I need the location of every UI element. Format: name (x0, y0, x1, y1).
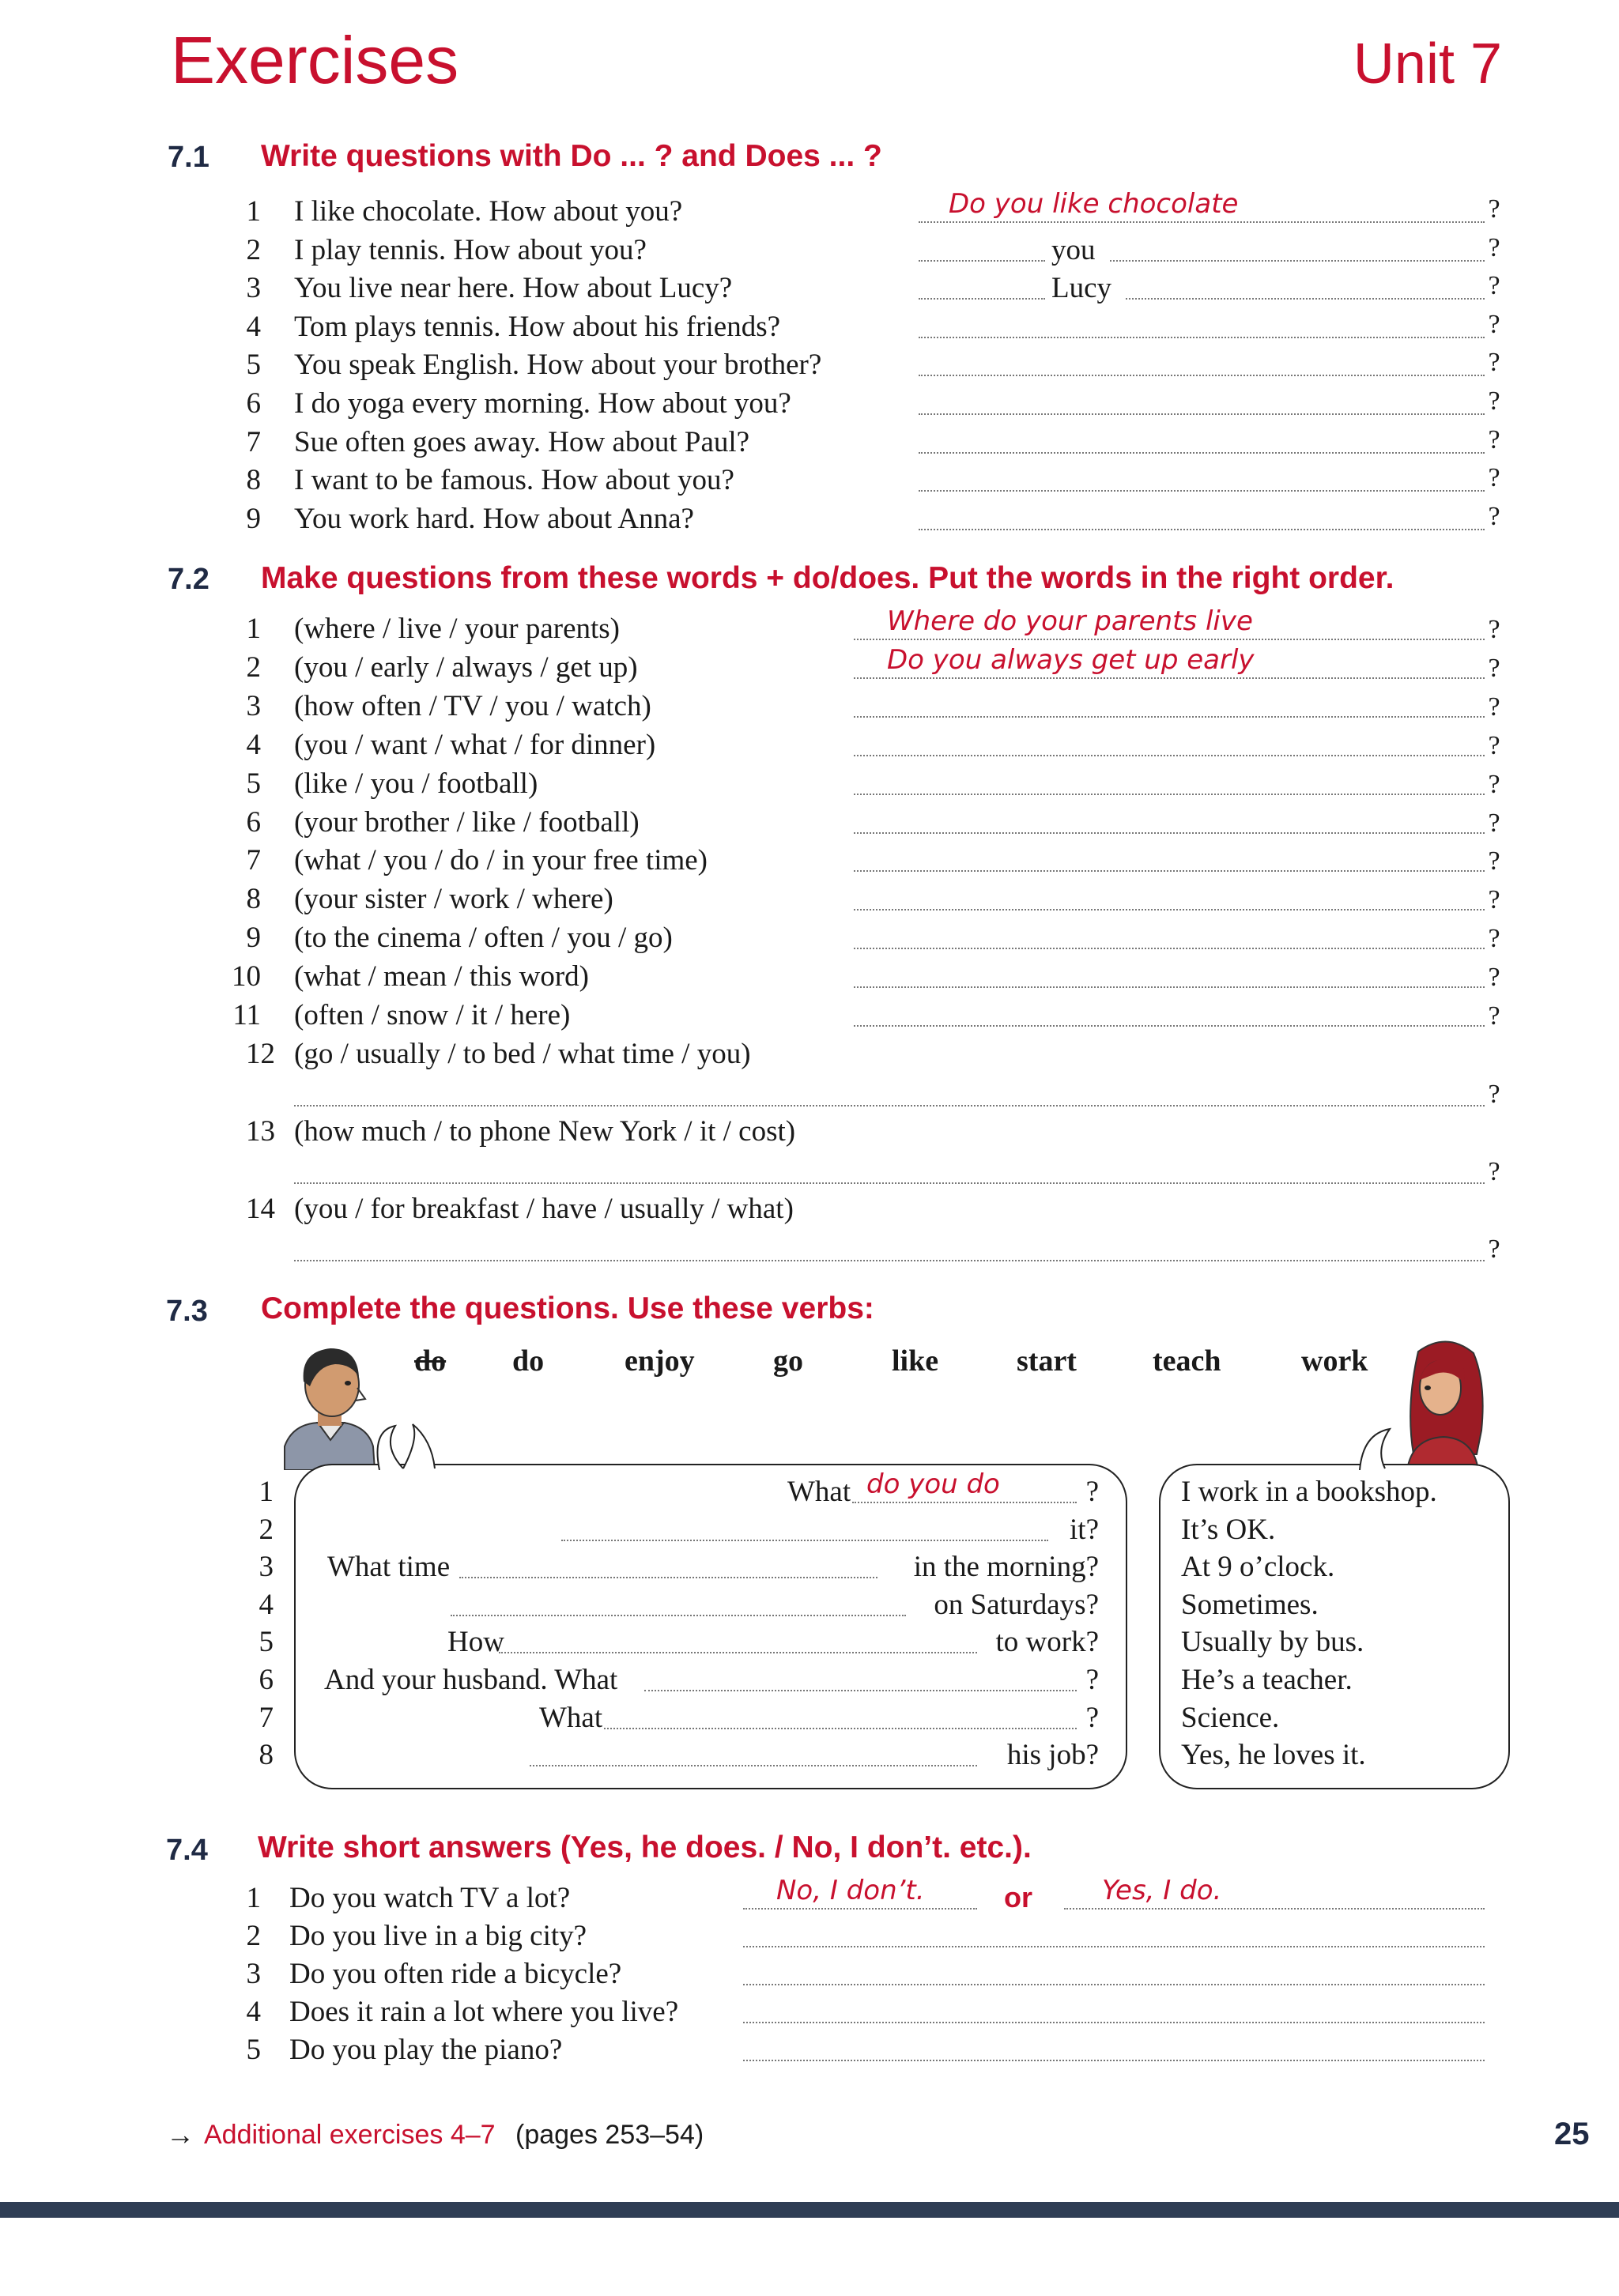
question-ending: ? (1085, 1701, 1099, 1734)
question-mark: ? (1488, 924, 1500, 954)
handwritten-answer: Do you always get up early (887, 643, 1255, 676)
answer-line[interactable] (294, 1260, 1485, 1261)
handwritten-answer-no: No, I don’t. (776, 1875, 925, 1906)
section-title: Write short answers (Yes, he does. / No, I don’t. etc.). (258, 1830, 1032, 1864)
question-mark: ? (1488, 1235, 1500, 1264)
answer-line[interactable] (294, 1182, 1485, 1184)
answer-line[interactable] (854, 716, 1485, 718)
or-label: or (1004, 1881, 1032, 1913)
reply-text: Science. (1181, 1701, 1280, 1734)
answer-line[interactable] (919, 452, 1485, 454)
answer-line[interactable] (919, 260, 1045, 262)
item-number: 4 (246, 728, 261, 761)
item-number: 7 (246, 844, 261, 877)
item-number: 3 (246, 689, 261, 722)
section-title: Make questions from these words + do/does. Put the words in the right order. (261, 561, 1394, 595)
item-prompt: Do you play the piano? (289, 2034, 563, 2066)
answer-line[interactable] (919, 529, 1485, 530)
verb-do: do (512, 1344, 545, 1378)
answer-line[interactable] (743, 1908, 977, 1910)
item-number: 2 (246, 1920, 261, 1952)
answer-line[interactable] (743, 2022, 1485, 2023)
bottom-bar (0, 2202, 1619, 2218)
question-mark: ? (1488, 653, 1500, 683)
question-ending: ? (1085, 1476, 1099, 1508)
handwritten-answer: Where do your parents live (887, 605, 1253, 637)
item-prompt: (your brother / like / football) (294, 805, 640, 839)
item-number: 1 (246, 613, 261, 645)
item-number: 5 (246, 2034, 261, 2066)
item-prompt: Do you live in a big city? (289, 1920, 587, 1952)
item-number: 1 (246, 1882, 261, 1914)
item-prompt: (how much / to phone New York / it / cost) (294, 1115, 796, 1148)
item-number: 1 (246, 195, 261, 228)
answer-line[interactable] (854, 948, 1485, 949)
answer-line[interactable] (854, 639, 1485, 640)
question-mark: ? (1488, 615, 1500, 644)
man-illustration (269, 1336, 387, 1470)
page-title: Exercises (171, 23, 459, 97)
item-prompt: I like chocolate. How about you? (294, 195, 683, 228)
question-ending: ? (1085, 1664, 1099, 1696)
item-prompt: (you / for breakfast / have / usually / what) (294, 1193, 794, 1225)
item-prompt: (what / you / do / in your free time) (294, 844, 708, 877)
item-prompt: (to the cinema / often / you / go) (294, 922, 673, 955)
answer-line[interactable] (854, 986, 1485, 988)
item-prompt: Does it rain a lot where you live? (289, 1996, 679, 2028)
item-prompt: Sue often goes away. How about Paul? (294, 425, 750, 458)
verb-like: like (892, 1344, 939, 1378)
verb-start: start (1017, 1344, 1077, 1378)
answer-line[interactable] (1126, 298, 1485, 300)
answer-line[interactable] (854, 870, 1485, 872)
question-mark: ? (1488, 885, 1500, 915)
question-ending: on Saturdays? (934, 1588, 1099, 1621)
answer-line[interactable] (919, 413, 1485, 415)
question-mark: ? (1488, 692, 1500, 722)
answer-line[interactable] (852, 1502, 1077, 1503)
item-prompt: (what / mean / this word) (294, 960, 589, 993)
item-number: 9 (246, 922, 261, 955)
item-prompt: (often / snow / it / here) (294, 999, 571, 1031)
section-title: Complete the questions. Use these verbs: (261, 1291, 874, 1325)
item-prompt: You speak English. How about your brother? (294, 349, 822, 382)
answer-line[interactable] (294, 1105, 1485, 1107)
answer-line[interactable] (459, 1577, 877, 1578)
section-title: Write questions with Do ... ? and Does ... ? (261, 139, 882, 173)
item-prompt: I want to be famous. How about you? (294, 464, 734, 497)
answer-line[interactable] (854, 794, 1485, 795)
reply-text: Sometimes. (1181, 1588, 1319, 1621)
question-mark: ? (1488, 501, 1500, 531)
answer-line[interactable] (561, 1540, 1048, 1541)
section-number: 7.3 (166, 1295, 208, 1328)
item-number: 8 (246, 464, 261, 497)
item-number: 12 (246, 1038, 275, 1070)
question-mark: ? (1488, 769, 1500, 799)
answer-line[interactable] (919, 221, 1485, 223)
reply-text: It’s OK. (1181, 1513, 1276, 1546)
reply-text: He’s a teacher. (1181, 1664, 1353, 1696)
footer-arrow: → (166, 2119, 194, 2151)
unit-label: Unit 7 (1353, 32, 1502, 96)
answer-line[interactable] (854, 832, 1485, 834)
answer-line[interactable] (919, 298, 1045, 300)
item-number: 6 (246, 387, 261, 420)
question-mark: ? (1488, 808, 1500, 838)
section-number: 7.1 (168, 141, 209, 174)
item-number: 13 (246, 1115, 275, 1148)
item-number: 7 (246, 425, 261, 458)
item-prompt: I do yoga every morning. How about you? (294, 387, 791, 420)
question-mark: ? (1488, 1001, 1500, 1031)
item-number: 2 (259, 1513, 274, 1546)
answer-line[interactable] (1110, 260, 1485, 262)
item-number: 5 (259, 1626, 274, 1659)
question-mark: ? (1488, 424, 1500, 454)
item-number: 11 (232, 999, 261, 1031)
question-mark: ? (1488, 232, 1500, 262)
verb-go: go (773, 1344, 803, 1378)
item-prompt: (your sister / work / where) (294, 883, 613, 916)
question-ending: it? (1070, 1513, 1099, 1546)
answer-line[interactable] (854, 755, 1485, 756)
reply-text: I work in a bookshop. (1181, 1476, 1437, 1508)
additional-exercises-link[interactable]: Additional exercises 4–7 (204, 2120, 496, 2150)
question-mark: ? (1488, 309, 1500, 339)
pages-reference: (pages 253–54) (515, 2120, 704, 2150)
item-prompt: You live near here. How about Lucy? (294, 272, 733, 305)
item-number: 6 (259, 1664, 274, 1696)
question-start: What (539, 1701, 603, 1734)
answer-line[interactable] (919, 337, 1485, 338)
question-mark: ? (1488, 348, 1500, 378)
item-prompt: (where / live / your parents) (294, 613, 620, 645)
question-mark: ? (1488, 963, 1500, 993)
question-ending: to work? (995, 1626, 1099, 1659)
section-number: 7.4 (166, 1834, 208, 1867)
item-prompt: (go / usually / to bed / what time / you) (294, 1038, 751, 1070)
question-start: And your husband. What (324, 1664, 618, 1696)
answer-line[interactable] (451, 1615, 906, 1616)
bubble-tail-right (1344, 1423, 1431, 1470)
item-number: 2 (246, 233, 261, 266)
item-number: 5 (246, 349, 261, 382)
question-ending: in the morning? (913, 1551, 1099, 1584)
answer-line[interactable] (854, 909, 1485, 910)
verb-enjoy: enjoy (625, 1344, 695, 1378)
item-prompt: Do you often ride a bicycle? (289, 1958, 622, 1990)
question-mark: ? (1488, 463, 1500, 493)
item-number: 14 (246, 1193, 275, 1225)
question-mark: ? (1488, 194, 1500, 224)
verb-teach: teach (1153, 1344, 1221, 1378)
question-start: What (787, 1476, 851, 1508)
question-ending: his job? (1006, 1739, 1099, 1772)
item-number: 3 (246, 1958, 261, 1990)
item-number: 8 (259, 1739, 274, 1772)
answer-line[interactable] (854, 677, 1485, 679)
answer-line[interactable] (743, 1984, 1485, 1985)
bubble-tail-left (372, 1423, 459, 1470)
question-mark: ? (1488, 730, 1500, 760)
item-prompt: (you / want / what / for dinner) (294, 728, 656, 761)
question-mark: ? (1488, 271, 1500, 301)
item-number: 4 (246, 310, 261, 343)
item-prompt: (you / early / always / get up) (294, 650, 638, 684)
item-number: 3 (259, 1551, 274, 1584)
item-number: 5 (246, 767, 261, 800)
answer-line[interactable] (743, 1946, 1485, 1947)
section-number: 7.2 (168, 563, 209, 596)
item-prompt: I play tennis. How about you? (294, 233, 647, 266)
item-prompt: Tom plays tennis. How about his friends? (294, 310, 781, 343)
answer-word: Lucy (1051, 272, 1112, 305)
answer-line[interactable] (530, 1765, 977, 1766)
handwritten-answer-yes: Yes, I do. (1102, 1875, 1222, 1906)
answer-line[interactable] (644, 1690, 1077, 1691)
answer-word: you (1051, 233, 1096, 266)
question-start: What time (327, 1551, 451, 1584)
handwritten-answer: do you do (866, 1468, 1000, 1500)
question-mark: ? (1488, 846, 1500, 877)
answer-line[interactable] (1064, 1908, 1485, 1910)
page-number: 25 (1554, 2117, 1590, 2151)
answer-line[interactable] (919, 375, 1485, 376)
item-number: 7 (259, 1701, 274, 1734)
item-prompt: (like / you / football) (294, 767, 538, 800)
item-prompt: Do you watch TV a lot? (289, 1882, 571, 1914)
item-number: 2 (246, 650, 261, 684)
item-prompt: You work hard. How about Anna? (294, 502, 694, 535)
item-number: 8 (246, 883, 261, 916)
reply-text: Usually by bus. (1181, 1626, 1364, 1659)
answer-line[interactable] (919, 490, 1485, 492)
question-mark: ? (1488, 1080, 1500, 1109)
item-prompt: (how often / TV / you / watch) (294, 689, 651, 722)
answer-line[interactable] (604, 1728, 1077, 1729)
verb-work: work (1301, 1344, 1368, 1378)
question-start: How (447, 1626, 504, 1659)
item-number: 4 (246, 1996, 261, 2028)
item-number: 4 (259, 1588, 274, 1621)
item-number: 6 (246, 805, 261, 839)
answer-line[interactable] (854, 1025, 1485, 1027)
question-mark: ? (1488, 1157, 1500, 1186)
item-number: 3 (246, 272, 261, 305)
item-number: 9 (246, 502, 261, 535)
verb-do-crossed: do (414, 1344, 447, 1378)
reply-text: At 9 o’clock. (1181, 1551, 1335, 1584)
answer-line[interactable] (499, 1652, 977, 1653)
question-mark: ? (1488, 386, 1500, 416)
answer-line[interactable] (743, 2060, 1485, 2061)
handwritten-answer: Do you like chocolate (949, 188, 1239, 220)
item-number: 1 (259, 1476, 274, 1508)
item-number: 10 (232, 960, 261, 993)
reply-text: Yes, he loves it. (1181, 1739, 1366, 1772)
